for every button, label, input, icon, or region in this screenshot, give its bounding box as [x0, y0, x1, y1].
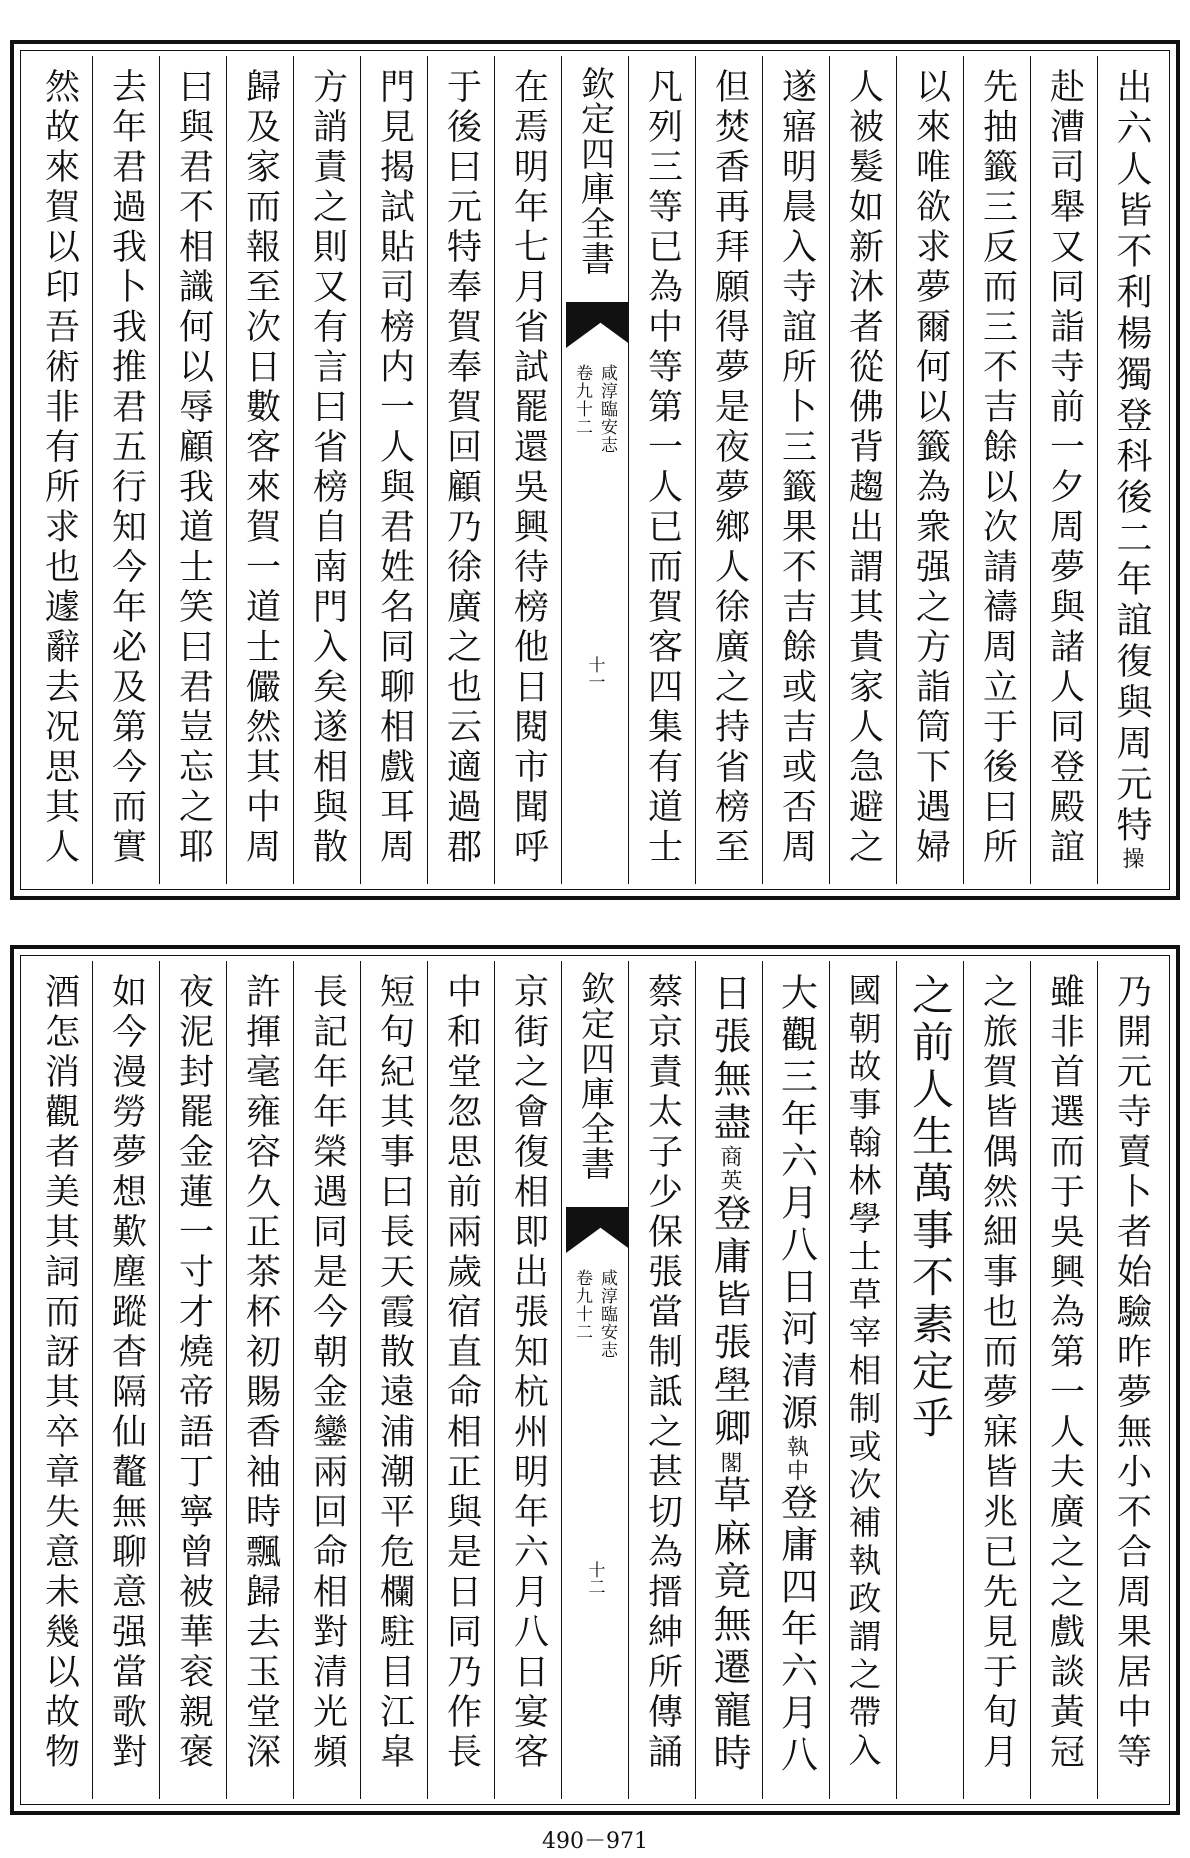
text-column — [829, 961, 896, 1799]
top-page-frame — [10, 40, 1180, 900]
main-text: 乃開元寺賣卜者始驗昨夢無小不合周果居中等 — [1111, 973, 1152, 1773]
column-text — [441, 68, 482, 868]
center-margin-column — [561, 961, 628, 1799]
text-column — [427, 56, 494, 884]
volume-title: 咸淳臨安志 — [597, 1269, 617, 1359]
column-text — [508, 68, 549, 868]
main-text: 曰與君不相識何以辱顧我道士笑曰君豈忘之耶 — [173, 68, 214, 868]
top-text-columns — [26, 56, 1164, 884]
main-text: 長記年年榮遇同是今朝金鑾兩回命相對清光頻 — [307, 973, 348, 1773]
text-column — [896, 961, 963, 1799]
text-column — [1097, 56, 1164, 884]
fishtail-mark-icon — [566, 1207, 628, 1253]
main-text: 于後曰元特奉賀奉賀回顧乃徐廣之也云適過郡 — [441, 68, 482, 868]
column-text — [240, 973, 281, 1773]
leaf-number: 十一 — [584, 656, 605, 690]
book-title: 欽定四庫全書 — [574, 66, 615, 276]
column-text — [173, 973, 214, 1773]
text-column — [829, 56, 896, 884]
text-column — [360, 961, 427, 1799]
column-text — [240, 68, 281, 868]
main-text: 國朝故事翰林學士草宰相制或次補執政謂之帶入 — [843, 973, 883, 1771]
text-column — [1030, 961, 1097, 1799]
main-text: 蔡京責太子少保張當制詆之甚切為搢紳所傳誦 — [642, 973, 683, 1773]
main-text: 許揮毫雍容久正茶杯初賜香袖時飄歸去玉堂深 — [240, 973, 281, 1773]
text-column — [92, 56, 159, 884]
column-text — [709, 68, 750, 868]
column-text — [642, 973, 683, 1773]
text-column — [494, 961, 561, 1799]
column-text — [374, 68, 415, 868]
text-column — [427, 961, 494, 1799]
main-text: 遂寤明晨入寺誼所卜三籤果不吉餘或吉或否周 — [776, 68, 817, 868]
text-column — [762, 56, 829, 884]
column-text — [843, 68, 884, 868]
column-text — [508, 973, 549, 1773]
column-text — [307, 68, 348, 868]
text-column — [695, 56, 762, 884]
fishtail-mark-icon — [566, 302, 628, 348]
main-text: 出六人皆不利楊獨登科後二年誼復與周元特 — [1111, 68, 1152, 847]
main-text: 先抽籤三反而三不吉餘以次請禱周立于後曰所 — [977, 68, 1018, 868]
main-text: 大觀三年六月八日河清源 — [774, 973, 818, 1435]
book-title: 欽定四庫全書 — [574, 971, 615, 1181]
text-column — [1097, 961, 1164, 1799]
main-text: 京街之會復相即出張知杭州明年六月八日宴客 — [508, 973, 549, 1773]
column-text — [1044, 68, 1085, 868]
volume-number: 卷九十二 — [572, 364, 592, 436]
main-text: 赴漕司舉又同詣寺前一夕周夢與諸人同登殿誼 — [1044, 68, 1085, 868]
text-column — [762, 961, 829, 1799]
column-text — [1044, 973, 1085, 1773]
column-text — [39, 68, 80, 868]
main-text: 酒怎消觀者美其詞而訝其卒章失意未幾以故物 — [39, 973, 80, 1773]
column-text — [1111, 973, 1152, 1773]
center-margin-column — [561, 56, 628, 884]
text-column — [159, 56, 226, 884]
text-column — [360, 56, 427, 884]
text-column — [494, 56, 561, 884]
text-column — [896, 56, 963, 884]
bottom-page-frame — [10, 945, 1180, 1815]
main-text: 日張無盡 — [707, 973, 751, 1145]
column-text — [977, 973, 1018, 1773]
main-text: 中和堂忽思前兩歲宿直命相正與是日同乃作長 — [441, 973, 482, 1773]
text-column — [226, 56, 293, 884]
text-column — [293, 961, 360, 1799]
text-column — [1030, 56, 1097, 884]
main-text: 登庸四年六月八 — [774, 1483, 818, 1777]
interlinear-note: 執中 — [783, 1435, 809, 1483]
main-text: 草麻竟無遷寵時 — [707, 1475, 751, 1776]
main-text: 歸及家而報至次日數客來賀一道士儼然其中周 — [240, 68, 281, 868]
main-text: 雖非首選而于吳興為第一人夫廣之之戲談黃冠 — [1044, 973, 1085, 1773]
column-text — [106, 973, 147, 1773]
text-column — [628, 56, 695, 884]
main-text: 如今漫勞夢想歎塵蹤杳隔仙鼇無聊意强當歌對 — [106, 973, 147, 1773]
column-text — [774, 973, 818, 1777]
column-text — [441, 973, 482, 1773]
main-text: 門見揭試貼司榜内一人與君姓名同聊相戲耳周 — [374, 68, 415, 868]
column-text — [843, 973, 883, 1771]
main-text: 去年君過我卜我推君五行知今年必及第今而實 — [106, 68, 147, 868]
main-text: 凡列三等已為中等第一人已而賀客四集有道士 — [642, 68, 683, 868]
text-column — [26, 56, 92, 884]
main-text: 以來唯欲求夢爾何以籤為衆强之方詣筒下遇婦 — [910, 68, 951, 868]
interlinear-note: 操 — [1119, 847, 1144, 871]
text-column — [293, 56, 360, 884]
column-text — [39, 973, 80, 1773]
column-text — [307, 973, 348, 1773]
bottom-text-columns — [26, 961, 1164, 1799]
main-text: 夜泥封罷金蓮一寸才燒帝語丁寧曾被華衮親褒 — [173, 973, 214, 1773]
text-column — [92, 961, 159, 1799]
main-text: 短句紀其事曰長天霞散遠浦潮平危欄駐目江皐 — [374, 973, 415, 1773]
main-text: 登庸皆張壆卿 — [707, 1193, 751, 1451]
main-text: 方誚責之則又有言曰省榜自南門入矣遂相與散 — [307, 68, 348, 868]
column-text — [106, 68, 147, 868]
column-text — [374, 973, 415, 1773]
column-text — [707, 973, 751, 1776]
volume-title: 咸淳臨安志 — [597, 364, 617, 454]
main-text: 但焚香再拜願得夢是夜夢鄉人徐廣之持省榜至 — [709, 68, 750, 868]
text-column — [695, 961, 762, 1799]
main-text: 人被髮如新沐者從佛背趨出謂其貴家人急避之 — [843, 68, 884, 868]
text-column — [159, 961, 226, 1799]
column-text — [1111, 68, 1152, 871]
column-text — [977, 68, 1018, 868]
column-text — [173, 68, 214, 868]
column-text — [776, 68, 817, 868]
main-text: 之前人生萬事不素定乎 — [906, 973, 955, 1443]
column-text — [906, 973, 955, 1443]
interlinear-note: 閣 — [717, 1451, 742, 1475]
text-column — [628, 961, 695, 1799]
text-column — [963, 56, 1030, 884]
leaf-number: 十二 — [584, 1561, 605, 1595]
text-column — [226, 961, 293, 1799]
page-footer-number: 490－971 — [542, 1829, 648, 1854]
column-text — [642, 68, 683, 868]
text-column — [963, 961, 1030, 1799]
interlinear-note: 商英 — [717, 1145, 742, 1193]
main-text: 之旅賀皆偶然細事也而夢寐皆兆已先見于旬月 — [977, 973, 1018, 1773]
column-text — [910, 68, 951, 868]
main-text: 在焉明年七月省試罷還吳興待榜他日閱市聞呼 — [508, 68, 549, 868]
main-text: 然故來賀以印吾術非有所求也遽辭去况思其人 — [39, 68, 80, 868]
volume-number: 卷九十二 — [572, 1269, 592, 1341]
text-column — [26, 961, 92, 1799]
